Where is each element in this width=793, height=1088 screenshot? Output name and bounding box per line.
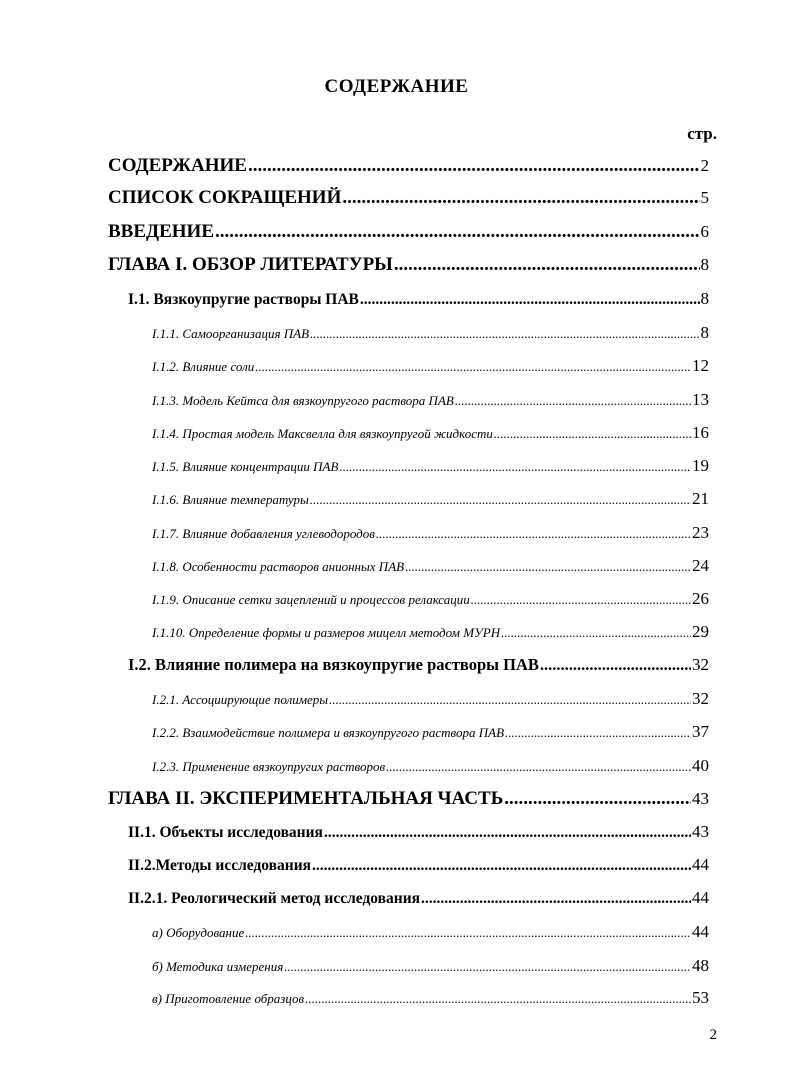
leader-dots — [310, 492, 691, 508]
leader-dots — [501, 625, 691, 641]
leader-dots — [455, 393, 691, 409]
toc-entry-title: I.1.1. Самоорганизация ПАВ — [152, 326, 310, 341]
toc-entry-page: 26 — [692, 589, 709, 608]
toc-entry-1-2-2[interactable] — [152, 722, 709, 742]
toc-entry-title: ГЛАВА I. ОБЗОР ЛИТЕРАТУРЫ — [108, 254, 393, 275]
toc-entry-title: I.1.5. Влияние концентрации ПАВ — [152, 459, 339, 474]
toc-entry-1-1-10[interactable] — [152, 622, 709, 642]
toc-entry-chapter-1[interactable] — [108, 254, 709, 276]
toc-entry-1-1-8[interactable] — [152, 556, 709, 576]
toc-entry-page: 44 — [692, 922, 709, 941]
leader-dots — [494, 426, 691, 442]
leader-dots — [421, 890, 691, 908]
toc-entry-title: I.1.4. Простая модель Максвелла для вязкоупругой жидкости — [152, 426, 493, 441]
toc-entry-1-1-7[interactable] — [152, 523, 709, 543]
leader-dots — [405, 559, 691, 575]
toc-entry-page: 2 — [700, 156, 709, 175]
toc-entry-title: I.1.10. Определение формы и размеров мицелл методом МУРН — [152, 625, 501, 640]
toc-entry-page: 19 — [692, 456, 709, 475]
toc-entry-title: I.2. Влияние полимера на вязкоупругие растворы ПАВ — [128, 655, 539, 674]
toc-entry-title: б) Методика измерения — [152, 959, 284, 974]
toc-entry-1-1-4[interactable] — [152, 423, 709, 443]
toc-entry-1-1-1[interactable] — [152, 323, 709, 343]
toc-entry-1-2[interactable] — [128, 655, 709, 675]
leader-dots — [339, 459, 691, 475]
toc-entry-1-1-9[interactable] — [152, 589, 709, 609]
toc-entry-page: 23 — [692, 523, 709, 542]
toc-entry-title: СОДЕРЖАНИЕ — [108, 155, 247, 176]
leader-dots — [376, 526, 691, 542]
leader-dots — [310, 326, 699, 342]
toc-entry-introduction[interactable] — [108, 221, 709, 243]
page-title: СОДЕРЖАНИЕ — [324, 76, 469, 97]
toc-entry-page: 44 — [692, 888, 709, 907]
toc-entry-page: 13 — [692, 390, 709, 409]
leader-dots — [394, 254, 700, 276]
toc-entry-page: 21 — [692, 489, 709, 508]
toc-entry-title: I.1.7. Влияние добавления углеводородов — [152, 526, 375, 541]
toc-entry-abbreviations[interactable] — [108, 187, 709, 209]
toc-entry-title: ВВЕДЕНИЕ — [108, 221, 214, 242]
toc-entry-title: I.1.9. Описание сетки зацеплений и процессов релаксации — [152, 592, 470, 607]
leader-dots — [215, 221, 700, 243]
toc-entry-page: 48 — [692, 956, 709, 975]
toc-entry-page: 24 — [692, 556, 709, 575]
toc-entry-2-2-1-a[interactable] — [152, 922, 709, 942]
toc-entry-title: II.1. Объекты исследования — [128, 824, 323, 841]
toc-entry-page: 12 — [692, 356, 709, 375]
toc-entry-page: 32 — [692, 689, 709, 708]
toc-entry-2-2-1-b[interactable] — [152, 956, 709, 976]
toc-entry-page: 29 — [692, 622, 709, 641]
leader-dots — [540, 655, 691, 675]
toc-entry-page: 40 — [692, 756, 709, 775]
toc-entry-chapter-2[interactable] — [108, 788, 709, 810]
leader-dots — [329, 692, 691, 708]
toc-entry-1-1-6[interactable] — [152, 489, 709, 509]
toc-entry-1-2-3[interactable] — [152, 756, 709, 776]
toc-entry-title: I.1.2. Влияние соли — [152, 359, 255, 374]
leader-dots — [312, 857, 691, 875]
page-number: 2 — [709, 1027, 717, 1043]
toc-entry-title: в) Приготовление образцов — [152, 991, 305, 1006]
toc-entry-page: 5 — [700, 188, 709, 207]
leader-dots — [305, 991, 691, 1007]
toc-entry-title: I.1.8. Особенности растворов анионных ПАВ — [152, 559, 405, 574]
leader-dots — [324, 824, 691, 842]
leader-dots — [248, 155, 700, 177]
leader-dots — [504, 788, 691, 810]
toc-entry-2-2-1-c[interactable] — [152, 988, 709, 1008]
toc-entry-page: 32 — [692, 655, 709, 674]
leader-dots — [284, 959, 691, 975]
toc-entry-title: I.1.6. Влияние температуры — [152, 492, 309, 507]
leader-dots — [245, 925, 691, 941]
toc-entry-page: 6 — [700, 222, 709, 241]
toc-entry-title: ГЛАВА II. ЭКСПЕРИМЕНТАЛЬНАЯ ЧАСТЬ — [108, 788, 504, 809]
toc-entry-page: 8 — [700, 289, 709, 308]
toc-entry-page: 53 — [692, 988, 709, 1007]
leader-dots — [360, 291, 700, 309]
toc-entry-1-1-2[interactable] — [152, 356, 709, 376]
leader-dots — [386, 759, 691, 775]
toc-entry-title: II.2.1. Реологический метод исследования — [128, 890, 421, 907]
toc-entry-1-1-3[interactable] — [152, 390, 709, 410]
leader-dots — [342, 187, 699, 209]
toc-entry-title: I.1.3. Модель Кейтса для вязкоупругого раствора ПАВ — [152, 393, 454, 408]
toc-entry-title: I.2.2. Взаимодействие полимера и вязкоупругого раствора ПАВ — [152, 725, 505, 740]
toc-entry-1-1-5[interactable] — [152, 456, 709, 476]
toc-entry-title: I.1. Вязкоупругие растворы ПАВ — [128, 291, 359, 308]
leader-dots — [471, 592, 691, 608]
toc-entry-page: 43 — [692, 822, 709, 841]
toc-entry-page: 43 — [692, 789, 709, 808]
toc-entry-page: 16 — [692, 423, 709, 442]
toc-entry-page: 8 — [700, 323, 709, 342]
toc-entry-title: СПИСОК СОКРАЩЕНИЙ — [108, 187, 342, 208]
toc-entry-2-2-1[interactable] — [128, 888, 709, 908]
leader-dots — [255, 359, 691, 375]
toc-entry-page: 37 — [692, 722, 709, 741]
toc-entry-page: 44 — [692, 855, 709, 874]
toc-entry-title: а) Оборудование — [152, 925, 245, 940]
toc-entry-2-1[interactable] — [128, 822, 709, 842]
toc-entry-title: II.2.Методы исследования — [128, 857, 312, 874]
toc-entry-contents[interactable] — [108, 155, 709, 177]
toc-entry-1-1[interactable] — [128, 289, 709, 309]
toc-entry-1-2-1[interactable] — [152, 689, 709, 709]
toc-entry-page: 8 — [700, 255, 709, 274]
toc-entry-title: I.2.3. Применение вязкоупругих растворов — [152, 759, 386, 774]
toc-entry-2-2[interactable] — [128, 855, 709, 875]
page-column-label: стр. — [687, 124, 717, 143]
leader-dots — [505, 725, 691, 741]
toc-entry-title: I.2.1. Ассоциирующие полимеры — [152, 692, 329, 707]
